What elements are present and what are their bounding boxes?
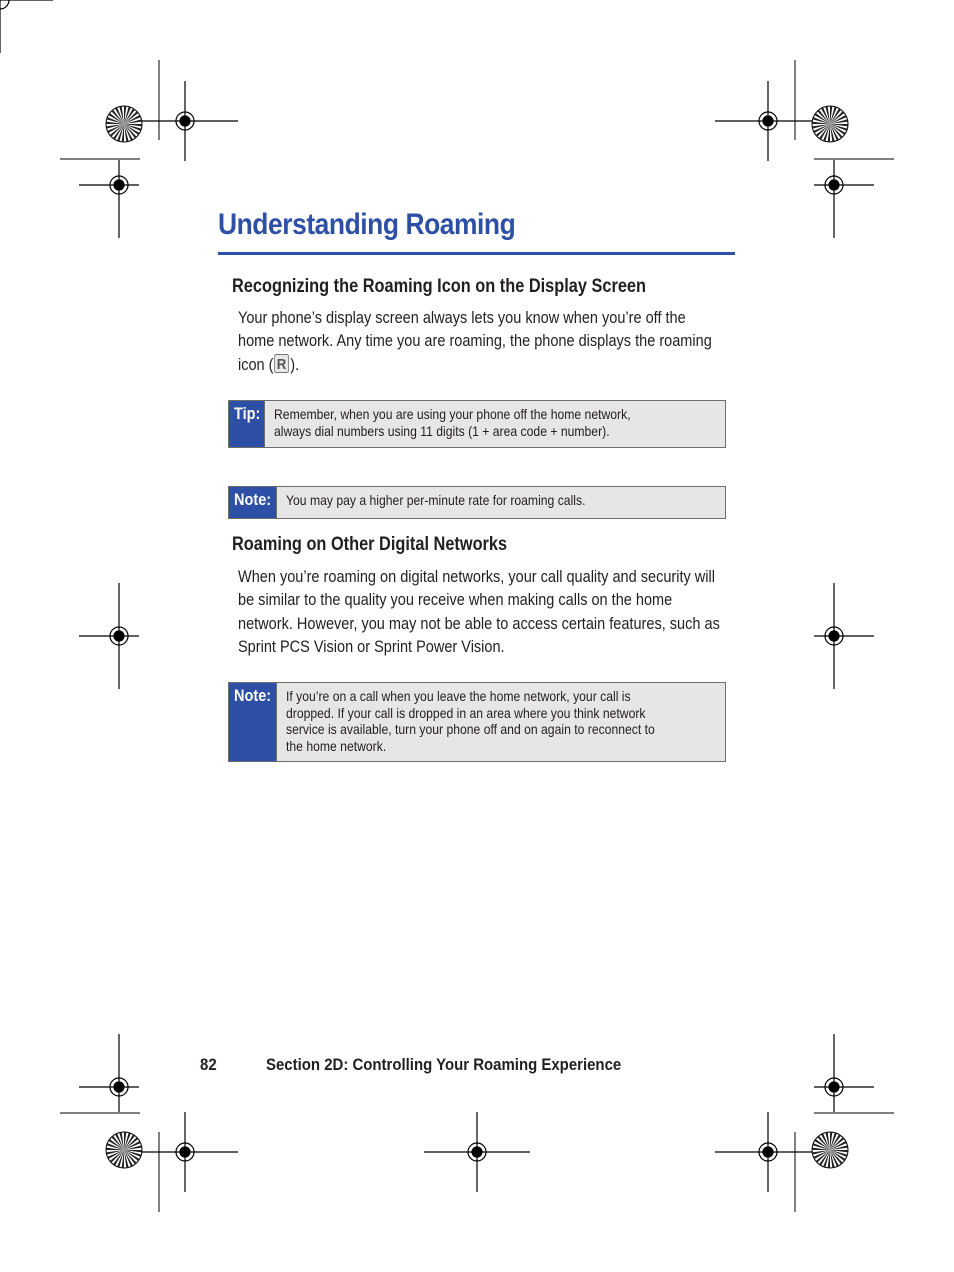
callout-line: You may pay a higher per-minute rate for roaming calls. [286, 492, 586, 508]
footer-section-title: Section 2D: Controlling Your Roaming Experience [266, 1055, 622, 1074]
tip-callout [228, 400, 726, 448]
svg-text:R: R [277, 354, 287, 372]
registration-target-icons [0, 0, 53, 53]
callout-text [265, 401, 762, 447]
callout-line: Remember, when you are using your phone off the home network, [273, 406, 631, 422]
section-heading-digital-networks: Roaming on Other Digital Networks [232, 534, 508, 555]
callout-label [229, 401, 265, 447]
callout-line: the home network. [286, 737, 387, 754]
starburst-icon [106, 1132, 142, 1168]
callout-line: If you’re on a call when you leave the home network, your call is [286, 688, 631, 704]
body-line: Your phone’s display screen always lets you know when you’re off the [238, 309, 686, 327]
starburst-icon [812, 1132, 848, 1168]
body-line: When you’re roaming on digital networks, your call quality and security will [238, 568, 715, 586]
callout-label-text: Note: [234, 687, 272, 705]
section-heading-roaming-icon: Recognizing the Roaming Icon on the Display Screen [232, 276, 647, 297]
body-line: home network. Any time you are roaming, the phone displays the roaming [238, 332, 712, 351]
section-body-roaming-icon [238, 307, 731, 377]
body-line: Sprint PCS Vision or Sprint Power Vision. [238, 637, 505, 656]
title-rule [218, 252, 735, 255]
callout-line: service is available, turn your phone off and on again to reconnect to [286, 721, 655, 737]
callout-label-text: Note: [234, 491, 272, 509]
body-line-part: ). [290, 355, 300, 374]
starburst-icon [812, 106, 848, 142]
page-title: Understanding Roaming [218, 208, 516, 241]
page-number: 82 [200, 1055, 217, 1074]
callout-line: always dial numbers using 11 digits (1 + area code + number). [273, 422, 610, 439]
callout-text [277, 683, 774, 761]
section-body-digital-networks [238, 566, 731, 659]
callout-line: dropped. If your call is dropped in an area where you think network [286, 704, 646, 721]
callout-label-text: Tip: [234, 405, 261, 423]
starburst-icon [106, 106, 142, 142]
callout-text [277, 487, 774, 518]
body-line [238, 354, 731, 377]
callout-label [229, 487, 277, 518]
note-callout-rate [228, 486, 726, 519]
note-callout-dropped [228, 682, 726, 762]
body-line: be similar to the quality you receive when making calls on the home [238, 591, 673, 610]
callout-label [229, 683, 277, 761]
roaming-r-icon [274, 354, 289, 373]
body-line: network. However, you may not be able to access certain features, such as [238, 614, 720, 633]
body-line-part: icon ( [238, 355, 274, 374]
